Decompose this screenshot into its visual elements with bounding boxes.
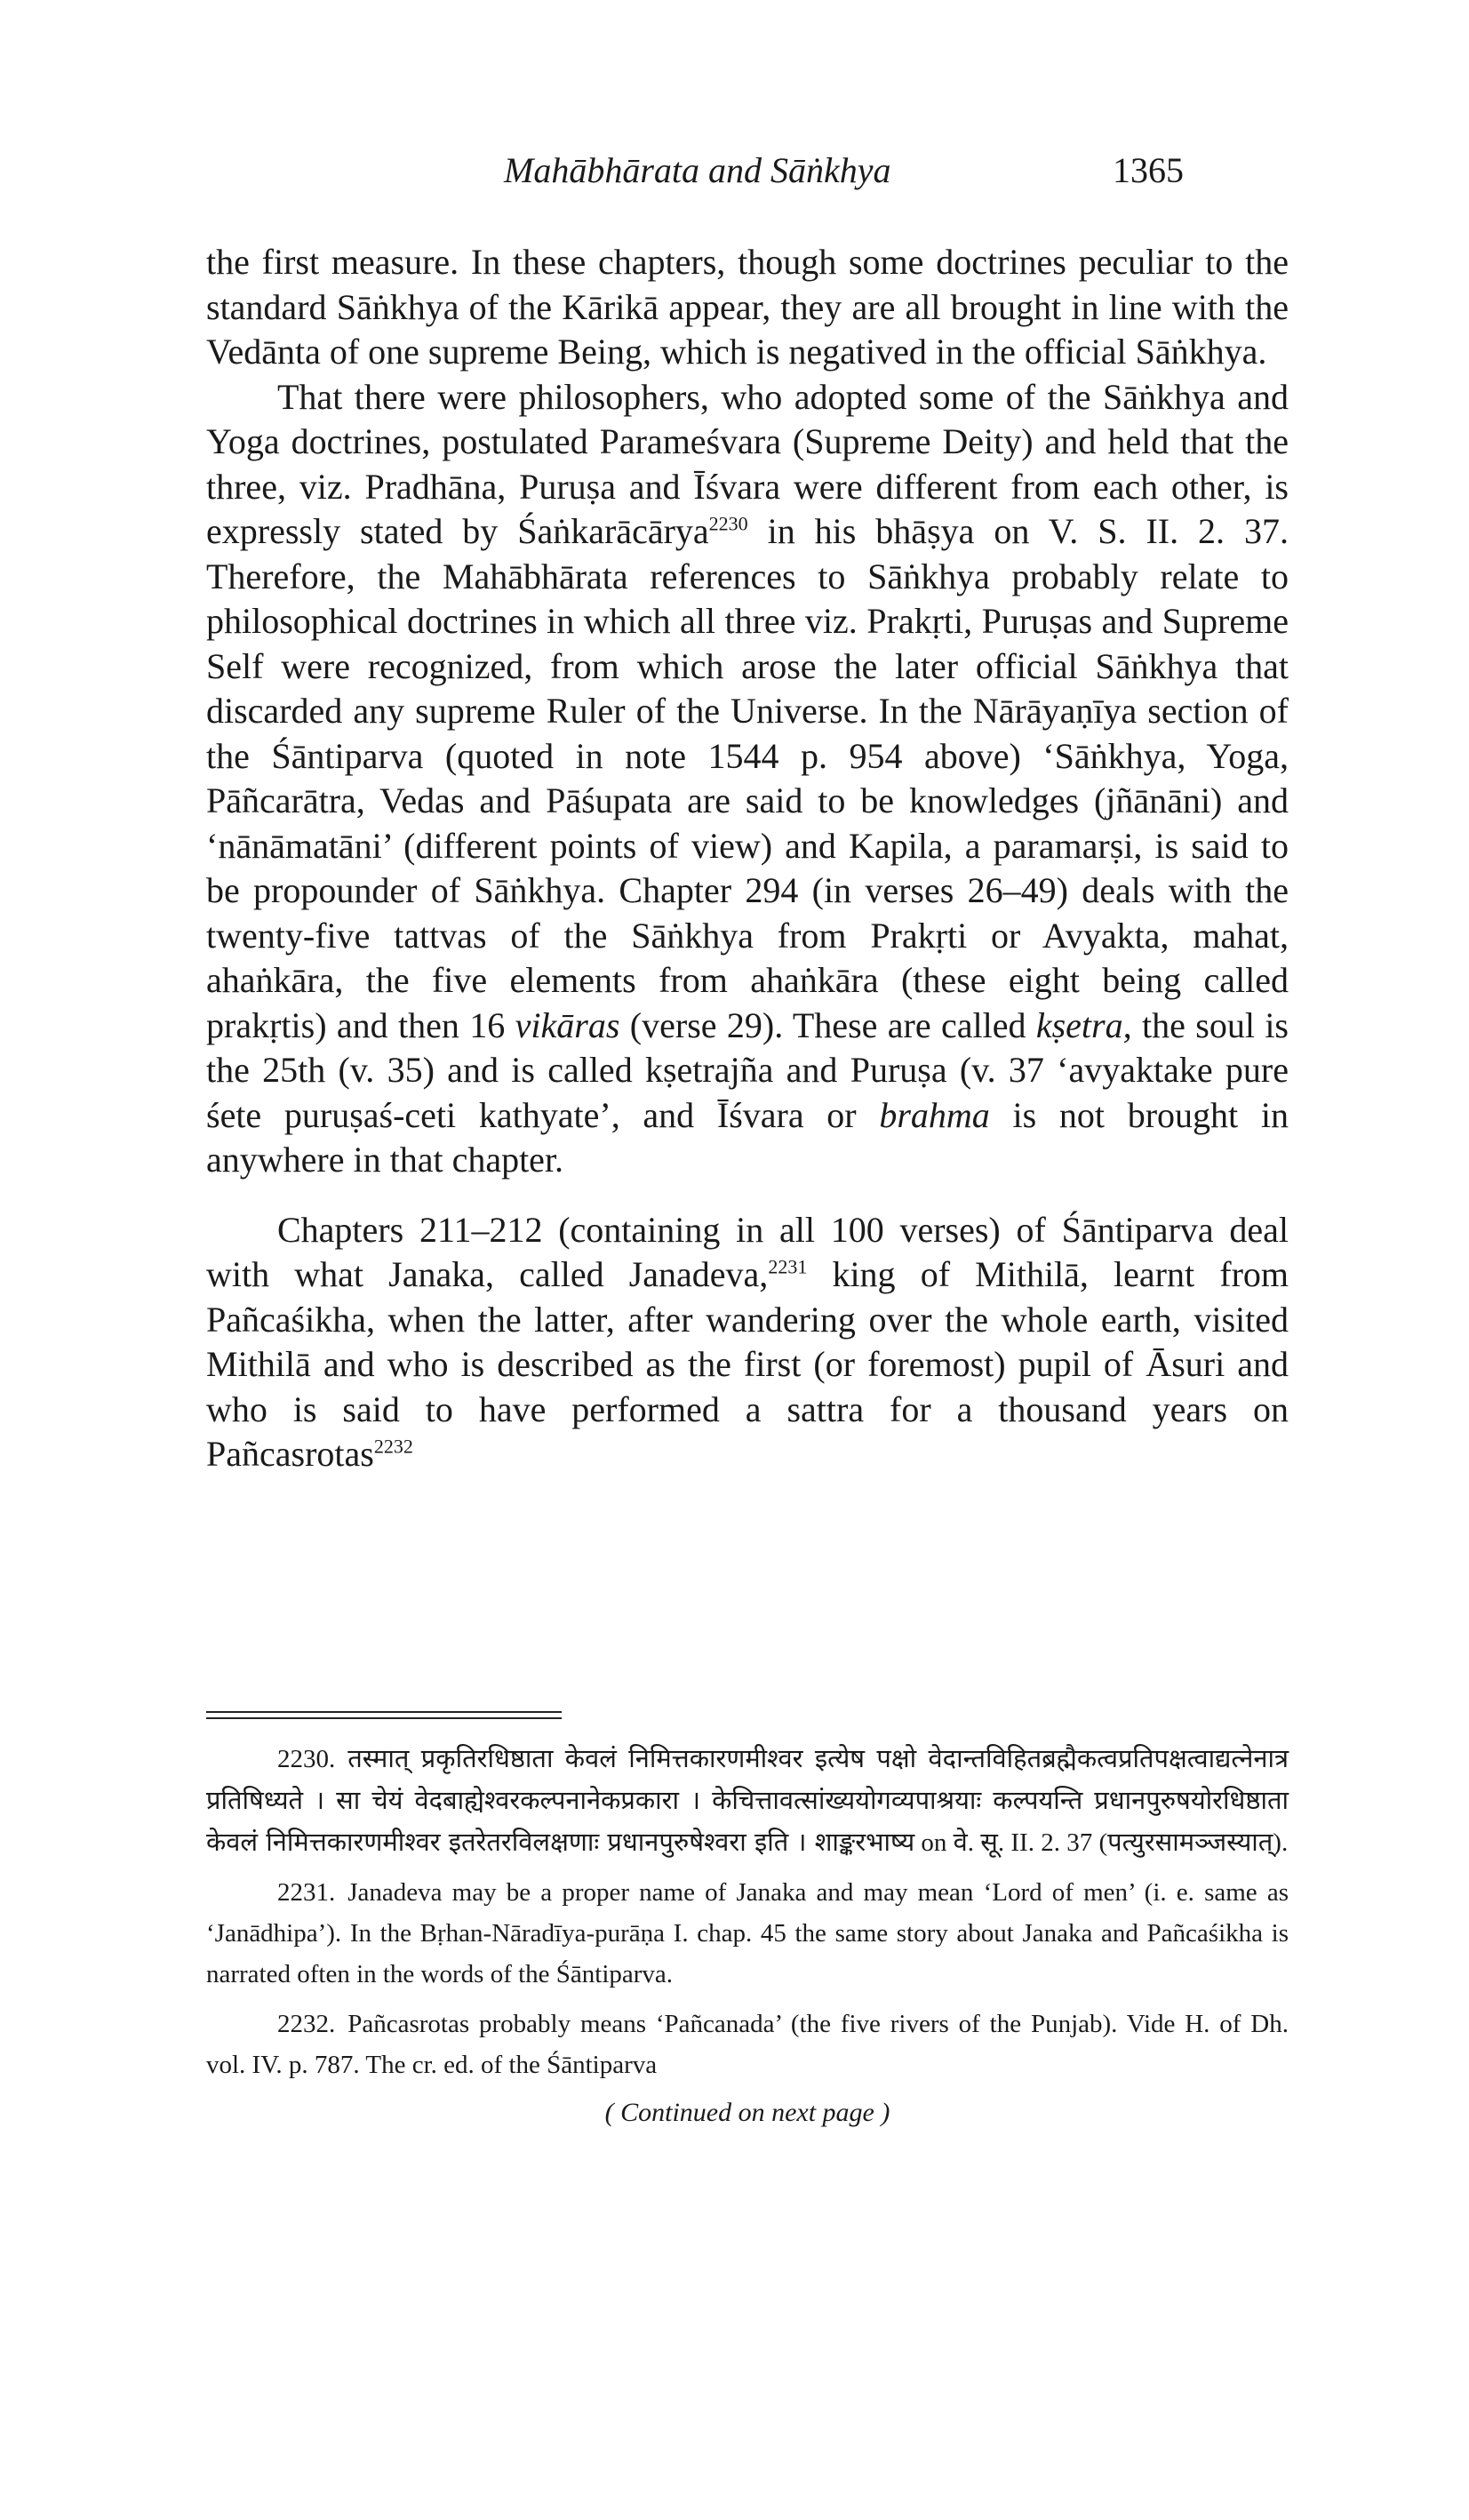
continued-note: ( Continued on next page ) [604,2098,890,2127]
footnote-rule [206,1711,562,1713]
footnote-2230: 2230. तस्मात् प्रकृतिरधिष्ठाता केवलं निमित्तकारणमीश्वर इत्येष पक्षो वेदान्तविहितब्रह्मैकत्वप्रतिपक्षत्वाद्यत्नेनात्र प्रतिषिध्यते । सा चेयं वेदबाह्येश्वरकल्पनानेकप्रकारा । केचित्तावत्सांख्ययोगव्यपाश्रयाः कल्पयन्ति प्रधानपुरुषयोरधिष्ठाता केवलं निमित्तकारणमीश्वर इतरेतरविलक्षणाः प्रधानपुरुषेश्वरा इति । शाङ्करभाष्य on वे. सू. II. 2. 37 (पत्युरसामञ्जस्यात्). [206,1743,1289,1857]
page-number: 1365 [1113,150,1184,190]
running-title: Mahābhārata and Sāṅkhya [504,150,891,190]
footnotes [206,1738,1289,2133]
footnote-ref-2231[interactable]: 2231 [768,1255,808,1278]
term-ksetra: kṣetra, [1035,1004,1132,1045]
footnote-ref-2232[interactable]: 2232 [373,1435,413,1458]
footnote-2232: 2232. Pañcasrotas probably means ‘Pañcanada’ (the five rivers of the Punjab). Vide H. of Dh. vol. IV. p. 787. The cr. ed. of the Śāntiparva [206,2010,1289,2079]
paragraph-2: That there were philosophers, who adopted some of the Sāṅkhya and Yoga doctrines, postulated Parameśvara (Supreme Deity) and held that the three, viz. Pradhāna, Puruṣa and Īśvara were different from each other, is expressly stated by Śaṅkarācārya$^{2230}$ in his bhāṣya on V. S. II. 2. 37. Therefore, the Mahābhārata references to Sāṅkhya probably relate to philosophical doctrines in which all three viz. Prakṛti, Puruṣas and Supreme Self were recognized, from which arose the later official Sāṅkhya that discarded any supreme Ruler of the Universe. In the Nārāyaṇīya section of the Śāntiparva (quoted in note 1544 p. 954 above) ‘Sāṅkhya, Yoga, Pāñcarātra, Vedas and Pāśupata are said to be knowledges (jñānāni) and ‘nānāmatāni’ (different points of view) and Kapila, a paramarṣi, is said to be propounder of Sāṅkhya. Chapter 294 (in verses 26–49) deals with the twenty-five tattvas of the Sāṅkhya from Prakṛti or Avyakta, mahat, ahaṅkāra, the five elements from ahaṅkāra (these eight being called prakṛtis) and then 16 vikāras (verse 29). These are called kṣetra, the soul is the 25th (v. 35) and is called kṣetrajña and Puruṣa (v. 37 ‘avyaktake pure śete puruṣaś-ceti kathyate’, and Īśvara or brahma is not brought in anywhere in that chapter. [206,376,1289,1180]
footnote-ref-2230[interactable]: 2230 [708,512,748,535]
term-brahma: brahma [879,1094,990,1135]
footnote-rule-second [206,1717,562,1719]
main-text [206,240,1289,1477]
sanskrit-quote: तस्मात् प्रकृतिरधिष्ठाता केवलं निमित्तकारणमीश्वर इत्येष पक्षो वेदान्तविहितब्रह्मैकत्वप्रतिपक्षत्वाद्यत्नेनात्र प्रतिषिध्यते । सा चेयं वेदबाह्येश्वरकल्पनानेकप्रकारा । केचित्तावत्सांख्ययोगव्यपाश्रयाः कल्पयन्ति प्रधानपुरुषयोरधिष्ठाता केवलं निमित्तकारणमीश्वर इतरेतरविलक्षणाः प्रधानपुरुषेश्वरा इति । शाङ्करभाष्य [206,1743,1289,1857]
page-header [206,149,1273,203]
footnote-2231: 2231. Janadeva may be a proper name of Janaka and may mean ‘Lord of men’ (i. e. same as ‘Janādhipa’). In the Bṛhan-Nāradīya-purāṇa I. chap. 45 the same story about Janaka and Pañcaśikha is narrated often in the words of the Śāntiparva. [206,1878,1289,1988]
paragraph-3: Chapters 211–212 (containing in all 100 verses) of Śāntiparva deal with what Janaka, called Janadeva,$^{2231}$ king of Mithilā, learnt from Pañcaśikha, when the latter, after wandering over the whole earth, visited Mithilā and who is described as the first (or foremost) pupil of Āsuri and who is said to have performed a sattra for a thousand years on Pañcasrotas$^{2232}$ [206,1209,1289,1474]
paragraph-1: the first measure. In these chapters, though some doctrines peculiar to the standard Sāṅkhya of the Kārikā appear, they are all brought in line with the Vedānta of one supreme Being, which is negatived in the official Sāṅkhya. [206,242,1289,372]
term-vikaras: vikāras [515,1004,620,1045]
